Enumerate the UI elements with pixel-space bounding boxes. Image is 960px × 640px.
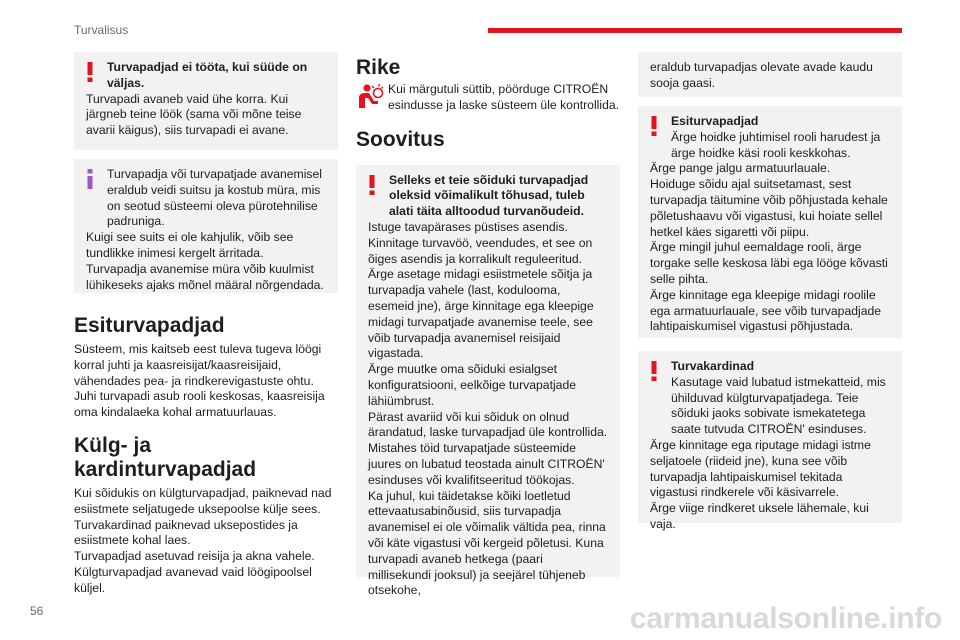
info-line: Kuigi see suits ei ole kahjulik, võib see tundlikke inimesi kergelt ärritada. (86, 230, 294, 260)
header-title: Turvalisus (74, 23, 129, 37)
warning-exclamation-icon (86, 62, 94, 82)
section-text: Süsteem, mis kaitseb eest tuleva tugeva löögi korral juhti ja kaasreisijat/kaasreisijaid, vähendades pea- ja rindkerevigastuste ohtu. (74, 342, 322, 388)
warning-line: Ärge viige rindkeret uksele lähemale, kui vaja. (650, 501, 869, 531)
info-box-smoke (74, 159, 338, 293)
warning-line: Kasutage vaid lubatud istmekatteid, mis ühilduvad külgturvapatjadega. Teie sõiduki jaoks sobivate ismekatetega saate tutvuda CITROËN' esinduses. (671, 374, 886, 437)
info-line: Turvapadja avanemise müra võib kuulmist lühikeseks ajaks mõnel määral nõrgendada. (86, 261, 324, 292)
continued-text: eraldub turvapadjas olevate avade kaudu sooja gaasi. (650, 60, 873, 90)
warning-title: Esiturvapadjad (671, 114, 759, 128)
section-heading: Esiturvapadjad (74, 314, 225, 337)
info-icon (86, 169, 94, 189)
column-1 (74, 52, 338, 597)
warning-line: Ärge hoidke juhtimisel rooli harudest ja ärge hoidke käsi rooli keskkohas. (671, 129, 881, 160)
warning-line: Mistahes töid turvapatjade süsteemide juures on lubatud teostada ainult CITROËN' esinduses või kvalifitseeritud töökojas. (368, 441, 605, 487)
warning-box-recommendations (356, 165, 620, 598)
warning-exclamation-icon (368, 175, 376, 195)
warning-line: Ärge kinnitage ega riputage midagi istme seljatoele (riideid jne), kuna see võib turvapadja lahtipaiskumisel tekitada vigastusi rindkerele või käsivarrele. (650, 437, 871, 500)
section-text: Kui sõidukis on külgturvapadjad, paiknevad nad esiistmete seljatugede uksepoolse külje sees. (74, 485, 332, 516)
warning-title: Turvapadjad ei tööta, kui süüde on väljas. (107, 60, 308, 90)
section-text: Turvapadjad asetuvad reisija ja akna vahele. (74, 549, 315, 564)
warning-line: Ka juhul, kui täidetakse kõiki loetletud ettevaatusabinõusid, siis turvapadja avanemisel ei ole võimalik vältida pea, rinna või käte vigastusi või kergeid põletusi. Kuna turvapadi avaneb hetkega (paari millisekundi jooksul) ja seejärel tühjeneb otsekohe, (368, 488, 606, 598)
rike-text-block (356, 82, 620, 114)
column-3 (638, 52, 902, 531)
warning-line: Ärge pange jalgu armatuurlauale. (650, 161, 831, 176)
warning-box-ignition (74, 52, 338, 150)
airbag-warning-light-icon (356, 82, 384, 108)
warning-box-curtain-airbags (638, 351, 902, 531)
section-text: Turvakardinad paiknevad uksepostides ja esiistmete kohal laes. (74, 517, 298, 548)
warning-line: Kinnitage turvavöö, veendudes, et see on õiges asendis ja korralikult reguleeritud. (368, 235, 593, 266)
warning-line: Hoiduge sõidu ajal suitsetamast, sest turvapadja täitumine võib põhjustada kehale põletushaavu või vigastusi, kui hoiate sellel hetkel käes sigaretti või piipu. (650, 177, 888, 239)
rike-heading: Rike (356, 56, 401, 79)
warning-exclamation-icon (650, 116, 658, 136)
warning-line: Ärge mingil juhul eemaldage rooli, ärge torgake selle keskosa läbi ega lööge kõvasti selle pihta. (650, 240, 888, 286)
warning-exclamation-icon (650, 361, 658, 381)
page-number: 56 (30, 604, 44, 618)
section-text: Juhi turvapadi asub rooli keskosas, kaasreisija oma kindalaeka kohal armatuurlauas. (74, 389, 325, 420)
section-front-airbags (74, 314, 338, 421)
info-line: Turvapadja või turvapatjade avanemisel eraldub veidi suitsu ja kostub müra, mis on seotud süsteemi oleva pürotehnilise padruniga. (107, 167, 322, 229)
warning-line: Istuge tavapärases püstises asendis. (368, 219, 568, 234)
section-heading: Külg- ja kardinturvapadjad (74, 433, 257, 481)
header-accent-bar (488, 28, 902, 33)
rike-text: Kui märgutuli süttib, pöörduge CITROËN esindusse ja laske süsteem üle kontrollida. (388, 82, 620, 112)
warning-line: Ärge muutke oma sõiduki esialgset konfiguratsiooni, eelkõige turvapatjade lähiümbrust. (368, 362, 577, 408)
continued-box (638, 52, 902, 97)
column-2 (356, 56, 620, 598)
warning-line: Ärge asetage midagi esiistmetele sõitja ja turvapadja vahele (last, kodulooma, esemeid jne), ärge kinnitage ega kleepige midagi turvapatjade avanemise teele, see võib turvapadja avanemisel reisijaid vigastada. (368, 267, 594, 361)
warning-box-front-airbags (638, 106, 902, 338)
watermark: carmanualsonline.info (629, 602, 942, 635)
warning-title: Selleks et teie sõiduki turvapadjad oleksid võimalikult tõhusad, tuleb alati täita alltoodud turvanõudeid. (389, 172, 589, 219)
soovitus-heading: Soovitus (356, 127, 445, 151)
warning-title: Turvakardinad (671, 359, 755, 373)
warning-line: Pärast avariid või kui sõiduk on olnud ärandatud, laske turvapadjad üle kontrollida. (368, 409, 608, 440)
section-text: Külgturvapadjad avanevad vaid löögipoolsel küljel. (74, 564, 312, 595)
warning-body: Turvapadi avaneb vaid ühe korra. Kui järgneb teine löök (sama või mõne teise avarii käigus), siis turvapadi ei avane. (86, 91, 302, 138)
warning-line: Ärge kinnitage ega kleepige midagi roolile ega armatuurlauale, see võib turvapadjade lahtipaiskumisel vigastusi põhjustada. (650, 287, 882, 334)
section-side-airbags (74, 434, 338, 597)
